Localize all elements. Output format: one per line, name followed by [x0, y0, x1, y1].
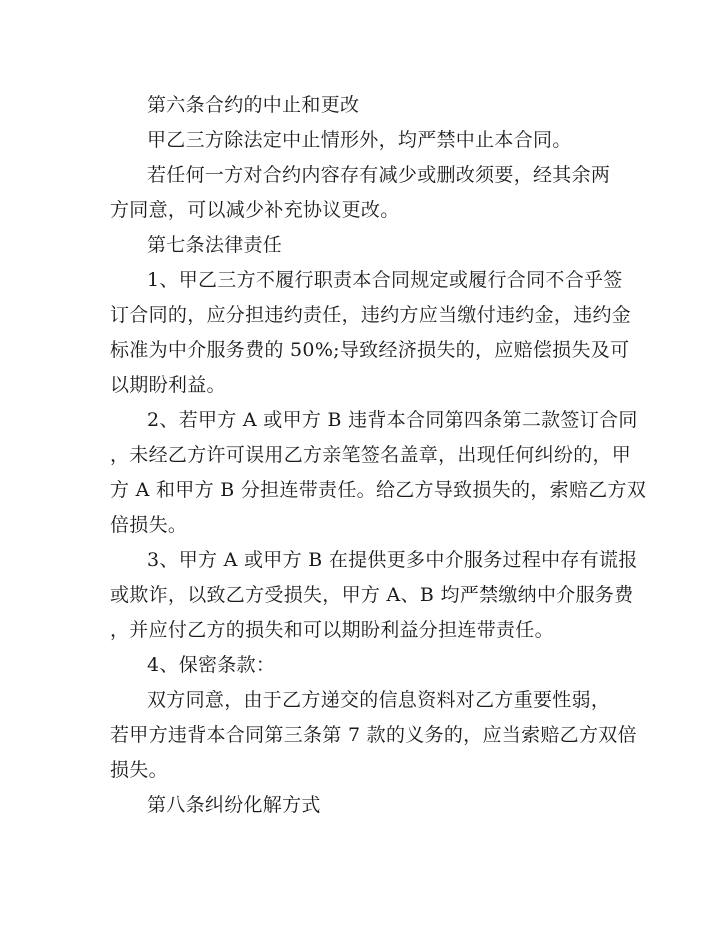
paragraph-line: 若甲方违背本合同第三条第 7 款的义务的，应当索赔乙方双倍: [110, 724, 637, 746]
section-heading-7: 第七条法律责任: [147, 234, 283, 256]
paragraph-line: 标准为中介服务费的 50%;导致经济损失的，应赔偿损失及可: [110, 339, 630, 361]
paragraph-line: 1、甲乙三方不履行职责本合同规定或履行合同不合乎签: [147, 269, 623, 291]
paragraph-line: 4、保密条款：: [147, 654, 276, 676]
section-heading-6: 第六条合约的中止和更改: [147, 94, 360, 116]
paragraph-line: 若任何一方对合约内容存有减少或删改须要，经其余两: [147, 164, 611, 186]
paragraph-line: 甲乙三方除法定中止情形外，均严禁中止本合同。: [147, 129, 572, 151]
section-heading-8: 第八条纠纷化解方式: [147, 794, 321, 816]
paragraph-line: ，并应付乙方的损失和可以期盼利益分担连带责任。: [110, 619, 554, 641]
paragraph-line: 以期盼利益。: [110, 374, 226, 396]
paragraph-line: 订合同的，应分担违约责任，违约方应当缴付违约金，违约金: [110, 304, 632, 326]
paragraph-line: 2、若甲方 A 或甲方 B 违背本合同第四条第二款签订合同: [147, 409, 638, 431]
paragraph-line: 方同意，可以减少补充协议更改。: [110, 199, 400, 221]
paragraph-line: 3、甲方 A 或甲方 B 在提供更多中介服务过程中存有谎报: [147, 549, 638, 571]
paragraph-line: 或欺诈，以致乙方受损失，甲方 A、B 均严禁缴纳中介服务费: [110, 584, 634, 606]
paragraph-line: ，未经乙方许可误用乙方亲笔签名盖章，出现任何纠纷的，甲: [110, 444, 632, 466]
paragraph-line: 双方同意，由于乙方递交的信息资料对乙方重要性弱，: [147, 689, 611, 711]
paragraph-line: 损失。: [110, 759, 168, 781]
paragraph-line: 倍损失。: [110, 514, 188, 536]
paragraph-line: 方 A 和甲方 B 分担连带责任。给乙方导致损失的，索赔乙方双: [110, 479, 647, 501]
